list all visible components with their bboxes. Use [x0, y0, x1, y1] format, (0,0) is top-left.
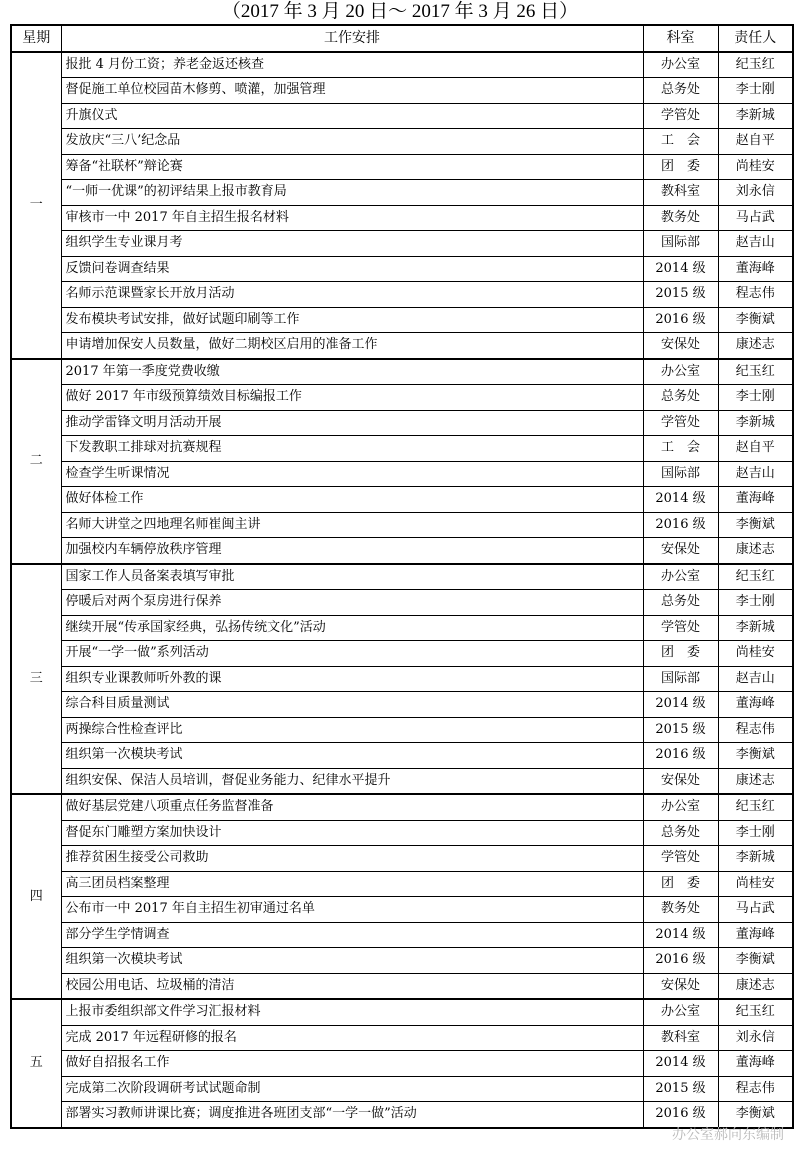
- header-person: 责任人: [718, 25, 793, 52]
- department-cell: 2014 级: [643, 692, 718, 718]
- department-cell: 2014 级: [643, 922, 718, 948]
- responsible-person-cell: 赵自平: [718, 129, 793, 155]
- table-row: [11, 359, 793, 385]
- header-dept: 科室: [643, 25, 718, 52]
- task-cell: 开展“一学一做”系列活动: [61, 641, 643, 667]
- task-cell: 下发教职工排球对抗赛规程: [61, 436, 643, 462]
- department-cell: 安保处: [643, 333, 718, 359]
- department-cell: 2016 级: [643, 743, 718, 769]
- department-cell: 2016 级: [643, 307, 718, 333]
- task-cell: 升旗仪式: [61, 103, 643, 129]
- weekday-cell: 一: [11, 52, 61, 359]
- department-cell: 学管处: [643, 846, 718, 872]
- table-row: [11, 154, 793, 180]
- department-cell: 2016 级: [643, 948, 718, 974]
- table-row: [11, 641, 793, 667]
- task-cell: 停暖后对两个泵房进行保养: [61, 590, 643, 616]
- responsible-person-cell: 程志伟: [718, 717, 793, 743]
- responsible-person-cell: 康述志: [718, 538, 793, 564]
- department-cell: 学管处: [643, 615, 718, 641]
- table-header-row: [11, 25, 793, 52]
- responsible-person-cell: 刘永信: [718, 180, 793, 206]
- responsible-person-cell: 纪玉红: [718, 359, 793, 385]
- task-cell: 部分学生学情调查: [61, 922, 643, 948]
- table-row: [11, 666, 793, 692]
- table-row: [11, 615, 793, 641]
- table-row: [11, 231, 793, 257]
- department-cell: 教科室: [643, 180, 718, 206]
- department-cell: 团 委: [643, 871, 718, 897]
- task-cell: 申请增加保安人员数量，做好二期校区启用的准备工作: [61, 333, 643, 359]
- task-cell: 高三团员档案整理: [61, 871, 643, 897]
- responsible-person-cell: 李衡斌: [718, 307, 793, 333]
- table-row: [11, 538, 793, 564]
- department-cell: 办公室: [643, 999, 718, 1025]
- department-cell: 2014 级: [643, 1051, 718, 1077]
- department-cell: 2015 级: [643, 1076, 718, 1102]
- table-row: [11, 487, 793, 513]
- department-cell: 教科室: [643, 1025, 718, 1051]
- table-row: [11, 590, 793, 616]
- task-cell: 组织第一次模块考试: [61, 743, 643, 769]
- header-task: 工作安排: [61, 25, 643, 52]
- table-row: [11, 461, 793, 487]
- weekly-schedule-table: [10, 24, 794, 1129]
- department-cell: 工 会: [643, 129, 718, 155]
- responsible-person-cell: 赵自平: [718, 436, 793, 462]
- task-cell: 国家工作人员备案表填写审批: [61, 564, 643, 590]
- table-row: [11, 820, 793, 846]
- task-cell: 组织安保、保洁人员培训，督促业务能力、纪律水平提升: [61, 768, 643, 794]
- department-cell: 团 委: [643, 641, 718, 667]
- department-cell: 国际部: [643, 461, 718, 487]
- table-row: [11, 307, 793, 333]
- table-row: [11, 768, 793, 794]
- responsible-person-cell: 程志伟: [718, 282, 793, 308]
- table-row: [11, 922, 793, 948]
- responsible-person-cell: 刘永信: [718, 1025, 793, 1051]
- task-cell: 筹备“社联杯”辩论赛: [61, 154, 643, 180]
- weekday-cell: 四: [11, 794, 61, 999]
- responsible-person-cell: 赵吉山: [718, 461, 793, 487]
- task-cell: 做好自招报名工作: [61, 1051, 643, 1077]
- department-cell: 2014 级: [643, 487, 718, 513]
- responsible-person-cell: 李士刚: [718, 78, 793, 104]
- task-cell: 做好体检工作: [61, 487, 643, 513]
- responsible-person-cell: 董海峰: [718, 487, 793, 513]
- responsible-person-cell: 李衡斌: [718, 1102, 793, 1128]
- header-day: 星期: [11, 25, 61, 52]
- responsible-person-cell: 纪玉红: [718, 564, 793, 590]
- task-cell: 组织专业课教师听外教的课: [61, 666, 643, 692]
- responsible-person-cell: 马占武: [718, 897, 793, 923]
- task-cell: “一师一优课”的初评结果上报市教育局: [61, 180, 643, 206]
- task-cell: 名师大讲堂之四地理名师崔闽主讲: [61, 512, 643, 538]
- task-cell: 发布模块考试安排，做好试题印刷等工作: [61, 307, 643, 333]
- responsible-person-cell: 康述志: [718, 768, 793, 794]
- department-cell: 办公室: [643, 794, 718, 820]
- responsible-person-cell: 纪玉红: [718, 999, 793, 1025]
- table-row: [11, 1051, 793, 1077]
- table-row: [11, 436, 793, 462]
- task-cell: 做好 2017 年市级预算绩效目标编报工作: [61, 385, 643, 411]
- responsible-person-cell: 马占武: [718, 205, 793, 231]
- task-cell: 做好基层党建八项重点任务监督准备: [61, 794, 643, 820]
- department-cell: 安保处: [643, 538, 718, 564]
- responsible-person-cell: 纪玉红: [718, 794, 793, 820]
- table-row: [11, 333, 793, 359]
- department-cell: 教务处: [643, 205, 718, 231]
- responsible-person-cell: 董海峰: [718, 256, 793, 282]
- department-cell: 2016 级: [643, 512, 718, 538]
- table-row: [11, 564, 793, 590]
- table-row: [11, 871, 793, 897]
- task-cell: 组织学生专业课月考: [61, 231, 643, 257]
- responsible-person-cell: 尚桂安: [718, 641, 793, 667]
- table-row: [11, 1025, 793, 1051]
- table-row: [11, 1076, 793, 1102]
- task-cell: 推动学雷锋文明月活动开展: [61, 410, 643, 436]
- department-cell: 总务处: [643, 590, 718, 616]
- responsible-person-cell: 赵吉山: [718, 231, 793, 257]
- task-cell: 督促东门雕塑方案加快设计: [61, 820, 643, 846]
- table-row: [11, 78, 793, 104]
- department-cell: 国际部: [643, 666, 718, 692]
- table-row: [11, 52, 793, 78]
- responsible-person-cell: 李衡斌: [718, 743, 793, 769]
- task-cell: 反馈问卷调查结果: [61, 256, 643, 282]
- task-cell: 上报市委组织部文件学习汇报材料: [61, 999, 643, 1025]
- weekday-cell: 二: [11, 359, 61, 564]
- department-cell: 2016 级: [643, 1102, 718, 1128]
- task-cell: 审核市一中 2017 年自主招生报名材料: [61, 205, 643, 231]
- responsible-person-cell: 李新城: [718, 103, 793, 129]
- responsible-person-cell: 董海峰: [718, 922, 793, 948]
- task-cell: 继续开展“传承国家经典，弘扬传统文化”活动: [61, 615, 643, 641]
- task-cell: 校园公用电话、垃圾桶的清洁: [61, 973, 643, 999]
- responsible-person-cell: 李新城: [718, 846, 793, 872]
- task-cell: 完成 2017 年远程研修的报名: [61, 1025, 643, 1051]
- table-row: [11, 512, 793, 538]
- weekday-cell: 五: [11, 999, 61, 1128]
- department-cell: 安保处: [643, 768, 718, 794]
- responsible-person-cell: 康述志: [718, 973, 793, 999]
- department-cell: 团 委: [643, 154, 718, 180]
- department-cell: 总务处: [643, 385, 718, 411]
- responsible-person-cell: 董海峰: [718, 1051, 793, 1077]
- responsible-person-cell: 李新城: [718, 410, 793, 436]
- table-row: [11, 129, 793, 155]
- department-cell: 学管处: [643, 410, 718, 436]
- department-cell: 国际部: [643, 231, 718, 257]
- department-cell: 办公室: [643, 564, 718, 590]
- table-row: [11, 743, 793, 769]
- responsible-person-cell: 李新城: [718, 615, 793, 641]
- task-cell: 加强校内车辆停放秩序管理: [61, 538, 643, 564]
- table-row: [11, 973, 793, 999]
- table-row: [11, 794, 793, 820]
- responsible-person-cell: 李士刚: [718, 590, 793, 616]
- task-cell: 报批 4 月份工资；养老金返还核查: [61, 52, 643, 78]
- table-row: [11, 999, 793, 1025]
- task-cell: 完成第二次阶段调研考试试题命制: [61, 1076, 643, 1102]
- table-row: [11, 948, 793, 974]
- department-cell: 2015 级: [643, 717, 718, 743]
- task-cell: 公布市一中 2017 年自主招生初审通过名单: [61, 897, 643, 923]
- task-cell: 推荐贫困生接受公司救助: [61, 846, 643, 872]
- task-cell: 督促施工单位校园苗木修剪、喷灌，加强管理: [61, 78, 643, 104]
- responsible-person-cell: 李士刚: [718, 820, 793, 846]
- table-row: [11, 846, 793, 872]
- table-row: [11, 717, 793, 743]
- task-cell: 两操综合性检查评比: [61, 717, 643, 743]
- table-row: [11, 256, 793, 282]
- department-cell: 工 会: [643, 436, 718, 462]
- responsible-person-cell: 董海峰: [718, 692, 793, 718]
- responsible-person-cell: 李士刚: [718, 385, 793, 411]
- table-row: [11, 180, 793, 206]
- responsible-person-cell: 尚桂安: [718, 154, 793, 180]
- department-cell: 办公室: [643, 52, 718, 78]
- responsible-person-cell: 李衡斌: [718, 512, 793, 538]
- task-cell: 部署实习教师讲课比赛；调度推进各班团支部“一学一做”活动: [61, 1102, 643, 1128]
- responsible-person-cell: 尚桂安: [718, 871, 793, 897]
- weekday-cell: 三: [11, 564, 61, 795]
- schedule-body: [11, 52, 793, 1128]
- table-row: [11, 692, 793, 718]
- department-cell: 2015 级: [643, 282, 718, 308]
- table-row: [11, 897, 793, 923]
- table-row: [11, 385, 793, 411]
- department-cell: 学管处: [643, 103, 718, 129]
- department-cell: 总务处: [643, 78, 718, 104]
- table-row: [11, 205, 793, 231]
- compiler-note: 办公室郝向东编制: [672, 1127, 784, 1143]
- department-cell: 办公室: [643, 359, 718, 385]
- task-cell: 发放庆“三八’纪念品: [61, 129, 643, 155]
- department-cell: 2014 级: [643, 256, 718, 282]
- department-cell: 教务处: [643, 897, 718, 923]
- table-row: [11, 103, 793, 129]
- department-cell: 总务处: [643, 820, 718, 846]
- task-cell: 名师示范课暨家长开放月活动: [61, 282, 643, 308]
- table-row: [11, 410, 793, 436]
- table-row: [11, 282, 793, 308]
- schedule-date-range-title: （2017 年 3 月 20 日～ 2017 年 3 月 26 日）: [221, 1, 579, 22]
- responsible-person-cell: 程志伟: [718, 1076, 793, 1102]
- responsible-person-cell: 赵吉山: [718, 666, 793, 692]
- task-cell: 组织第一次模块考试: [61, 948, 643, 974]
- task-cell: 检查学生听课情况: [61, 461, 643, 487]
- department-cell: 安保处: [643, 973, 718, 999]
- task-cell: 2017 年第一季度党费收缴: [61, 359, 643, 385]
- responsible-person-cell: 康述志: [718, 333, 793, 359]
- responsible-person-cell: 李衡斌: [718, 948, 793, 974]
- task-cell: 综合科目质量测试: [61, 692, 643, 718]
- responsible-person-cell: 纪玉红: [718, 52, 793, 78]
